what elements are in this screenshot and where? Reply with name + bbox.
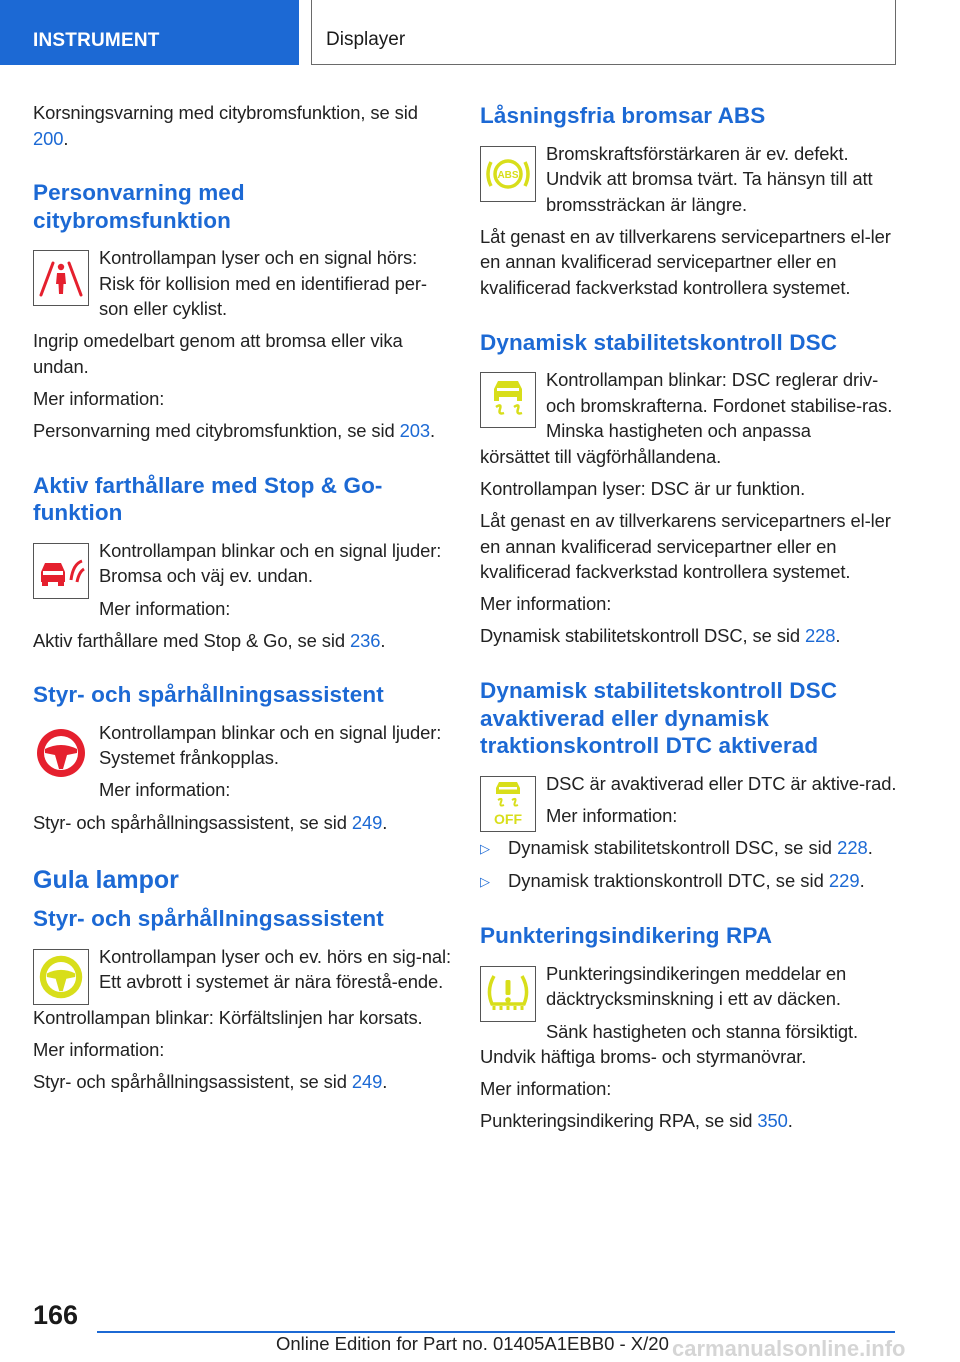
paragraph: Kontrollampan lyser: DSC är ur funktion. [480,477,806,499]
paragraph: Kontrollampan blinkar: Körfältslinjen har korsats. [33,1006,423,1028]
paragraph: Ingrip omedelbart genom att bromsa eller vika undan. [33,330,403,378]
page-link[interactable]: 249 [351,1070,383,1092]
lamp-styr-yellow [33,944,451,1005]
reference: Styr- och spårhållningsassistent, se sid 249. [33,811,388,833]
dsc-icon [480,372,536,428]
paragraph: Låt genast en av tillverkarens servicepartners el-ler en annan kvalificerad servicepartner eller en kvalificerad fackverkstad kontrollera systemet. [480,225,891,298]
dsc-off-icon-label: OFF [494,810,522,827]
abs-icon [480,146,536,202]
more-info-label: Mer information: [480,1078,612,1100]
abs-icon-label: ABS [497,169,519,181]
lamp-text: Kontrollampan blinkar och en signal ljuder: Bromsa och väj ev. undan. [99,539,442,587]
lamp-text-continued: körsättet till vägförhållandena. [480,445,722,467]
list-item: ▷ Dynamisk stabilitetskontroll DSC, se sid 228. [480,835,900,862]
list-item: ▷ Dynamisk traktionskontroll DTC, se sid 229. [480,868,900,895]
reference: Personvarning med citybromsfunktion, se sid 203. [33,420,436,442]
steering-wheel-yellow-icon [33,949,89,1005]
triangle-bullet-icon: ▷ [480,840,490,856]
lamp-personvarning [33,245,451,328]
page-number: 166 [33,1300,79,1330]
heading-abs: Låsningsfria bromsar ABS [480,103,766,128]
reference: Punkteringsindikering RPA, se sid 350. [480,1110,793,1132]
heading-styr-red: Styr- och spårhållningsassistent [33,682,384,708]
heading-dsc-off: Dynamisk stabilitetskontroll DSC avaktiverad eller dynamisk traktionskontroll DTC aktiverad [480,678,838,758]
chapter-tab: INSTRUMENT [0,0,299,65]
page-link[interactable]: 350 [757,1110,788,1132]
lamp-abs [480,141,900,224]
heading-rpa: Punkteringsindikering RPA [480,923,773,949]
watermark: carmanualsonline.info [672,1336,906,1361]
lamp-text: Kontrollampan lyser och en signal hörs: Risk för kollision med en identifierad per-son eller cyklist. [99,247,427,320]
lamp-text: Kontrollampan blinkar och en signal ljuder: Systemet frånkopplas. [99,721,442,769]
left-column [33,100,451,1101]
lamp-text: Kontrollampan blinkar: DSC reglerar driv- och bromskrafterna. Fordonet stabilise-ras. Minska hastigheten och anpassa [546,369,893,442]
collision-warning-icon [33,543,89,599]
reference: Styr- och spårhållningsassistent, se sid 249. [33,1070,388,1092]
lamp-acc [33,538,451,628]
heading-styr-yellow: Styr- och spårhållningsassistent [33,906,384,932]
reference: Aktiv farthållare med Stop & Go, se sid 236. [33,629,386,651]
steering-wheel-red-icon [33,725,89,781]
more-info-label: Mer information: [546,804,678,826]
lamp-text: Bromskraftsförstärkaren är ev. defekt. Undvik att bromsa tvärt. Ta hänsyn till att bromssträckan är längre. [546,142,873,215]
intro-paragraph: Korsningsvarning med citybromsfunktion, se sid 200. [33,102,418,149]
page-header [0,0,960,66]
tire-pressure-icon [480,966,536,1022]
triangle-bullet-icon: ▷ [480,873,490,889]
section-title: Displayer [311,0,896,65]
page-link[interactable]: 249 [351,811,383,833]
page-link[interactable]: 236 [349,629,381,651]
page-link[interactable]: 200 [33,127,64,149]
reference: Dynamisk stabilitetskontroll DSC, se sid 228. [480,625,841,647]
more-info-label: Mer information: [480,593,612,615]
more-info-label: Mer information: [33,388,165,410]
right-column [480,100,900,1140]
heading-personvarning: Personvarning med citybromsfunktion [33,180,245,233]
heading-gula-lampor: Gula lampor [33,866,179,895]
lamp-rpa [480,961,900,1044]
paragraph: Låt genast en av tillverkarens servicepartners el-ler en annan kvalificerad servicepartner eller en kvalificerad fackverkstad kontrollera systemet. [480,510,891,583]
dsc-off-icon [480,776,536,832]
more-info-label: Mer information: [99,597,231,619]
page-link[interactable]: 229 [828,869,860,891]
more-info-label: Mer information: [99,779,231,801]
page-link[interactable]: 228 [837,836,868,858]
heading-acc: Aktiv farthållare med Stop & Go-funktion [33,472,383,526]
page-link[interactable]: 203 [399,420,431,442]
more-info-label: Mer information: [33,1038,165,1060]
lamp-dsc-off [480,771,900,835]
lamp-text: Sänk hastigheten och stanna försiktigt. [546,1020,859,1042]
page-link[interactable]: 228 [805,625,836,647]
lamp-text: Kontrollampan lyser och ev. hörs en sig-nal: Ett avbrott i systemet är nära förestå-ende. [99,945,452,993]
lamp-styr-red [33,720,451,810]
lamp-text-continued: Undvik häftiga broms- och styrmanövrar. [480,1046,807,1068]
lamp-text: DSC är avaktiverad eller DTC är aktive-rad. [546,772,897,794]
edition-text: Online Edition for Part no. 01405A1EBB0 - X/20 [276,1333,669,1354]
lamp-text: Punkteringsindikeringen meddelar en däcktrycksminskning i ett av däcken. [546,962,847,1010]
heading-dsc: Dynamisk stabilitetskontroll DSC [480,329,838,355]
pedestrian-warning-icon [33,250,89,306]
lamp-dsc [480,367,900,444]
